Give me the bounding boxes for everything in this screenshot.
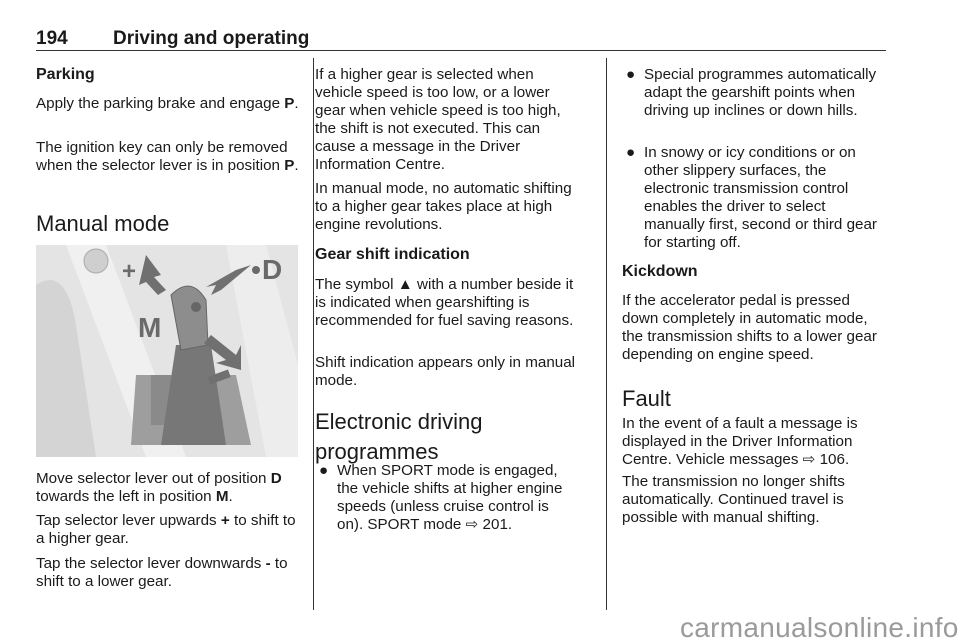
bullet-icon: ●	[626, 144, 636, 161]
cross-reference-icon: ⇨	[465, 516, 479, 533]
paragraph: Shift indication appears only in manual mode.	[315, 354, 576, 389]
paragraph: If a higher gear is selected when vehicle speed is too low, or a lower gear when vehicle speed is too high, the shift is not executed. This can cause a message in the Driver Information Centre.	[315, 66, 561, 173]
page-number: 194	[36, 28, 68, 49]
paragraph: The ignition key can only be removed when the selector lever is in position P.	[36, 139, 299, 174]
header-rule	[36, 50, 886, 51]
fault-heading: Fault	[622, 386, 671, 411]
paragraph: In manual mode, no automatic shifting to a higher gear takes place at high engine revolutions.	[315, 180, 572, 233]
parking-heading: Parking	[36, 66, 95, 83]
manual-mode-heading: Manual mode	[36, 211, 170, 236]
paragraph: The symbol ▲ with a number beside it is indicated when gearshifting is recommended for fuel saving reasons.	[315, 276, 574, 329]
m-label: M	[138, 312, 162, 343]
selector-lever-illustration	[36, 245, 298, 457]
section-title: Driving and operating	[113, 28, 310, 49]
list-item: ● When SPORT mode is engaged, the vehicle shifts at higher engine speeds (unless cruise control is on). SPORT mode ⇨ 201.	[319, 462, 563, 533]
paragraph: If the accelerator pedal is pressed down completely in automatic mode, the transmission shifts to a lower gear depending on engine speed.	[622, 292, 877, 363]
bullet-icon: ●	[319, 462, 329, 479]
paragraph: Move selector lever out of position D towards the left in position M.	[36, 470, 282, 505]
watermark: carmanualsonline.info	[680, 612, 959, 643]
paragraph: Tap selector lever upwards + to shift to a higher gear.	[36, 512, 296, 547]
paragraph: Tap the selector lever downwards - to shift to a lower gear.	[36, 555, 288, 590]
electronic-programmes-heading: Electronic driving programmes	[315, 409, 483, 464]
list-item: ● Special programmes automatically adapt the gearshift points when driving up inclines or down hills.	[626, 66, 877, 119]
column-divider	[606, 58, 607, 610]
bullet-icon: ●	[626, 66, 636, 83]
kickdown-heading: Kickdown	[622, 263, 698, 280]
paragraph: In the event of a fault a message is displayed in the Driver Information Centre. Vehicle messages ⇨ 106.	[622, 415, 858, 468]
paragraph: The transmission no longer shifts automatically. Continued travel is possible with manual shifting.	[622, 473, 845, 526]
list-item: ● In snowy or icy conditions or on other slippery surfaces, the electronic transmission control enables the driver to select manually first, second or third gear for starting off.	[626, 144, 877, 251]
paragraph: Apply the parking brake and engage P.	[36, 95, 299, 112]
d-label: D	[262, 254, 283, 285]
cross-reference-icon: ⇨	[802, 451, 816, 468]
gear-shift-heading: Gear shift indication	[315, 246, 470, 263]
column-divider	[313, 58, 314, 610]
plus-label: +	[122, 258, 137, 285]
upshift-arrow-icon: ▲	[397, 276, 413, 293]
